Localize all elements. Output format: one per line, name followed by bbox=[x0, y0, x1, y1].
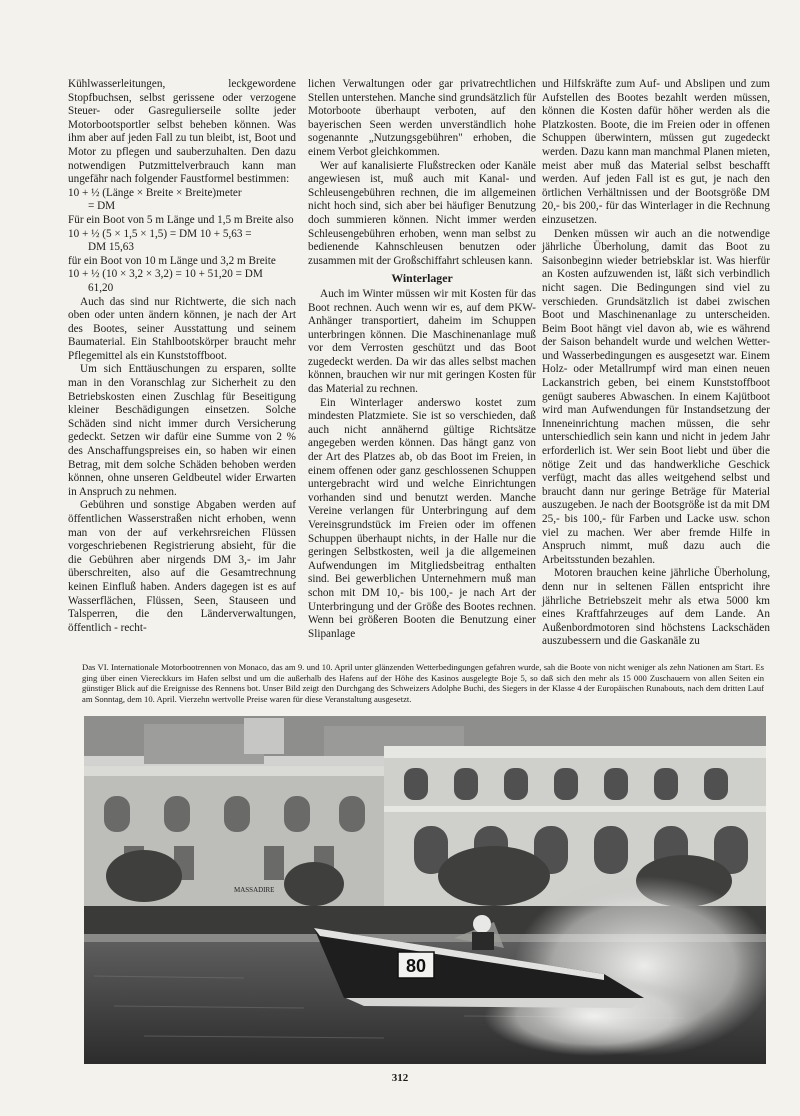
paragraph: für ein Boot von 10 m Länge und 3,2 m Breite bbox=[68, 254, 276, 267]
paragraph: Gebühren und sonstige Abgaben werden auf öffentlichen Wasserstraßen nicht erhoben, wenn man von der auf verkehrsreichen Flüssen vorgeschriebenen Registrierung absieht, für die die Gebühren aber nirgends DM 3,- im Jahr überschreiten, also auf die Gesamtrechnung keinen Einfluß haben. Anders dagegen ist es auf Wasserflächen, Flüssen, Seen, Stauseen und Talsperren, die den Länderverwaltungen, öffentlich - recht- bbox=[68, 499, 296, 634]
paragraph: und Hilfskräfte zum Auf- und Abslipen und zum Aufstellen des Bootes bezahlt werden müssen, können die Kosten dafür höher werden als die Platzkosten. Boote, die im Freien oder in offenen Schuppen überwintern, müssen gut zugedeckt werden. Dazu kann man manchmal Planen mieten, meist aber muß das Material selbst beschafft werden. Auf jeden Fall ist es gut, je nach den örtlichen Verhältnissen und der Bootsgröße DM 20,- bis 200,- für das Winterlager in die Rechnung einzusetzen. bbox=[542, 78, 770, 226]
page-number: 312 bbox=[391, 1072, 409, 1084]
text-column-3 bbox=[542, 78, 770, 649]
text-column-2 bbox=[308, 78, 536, 641]
boat-number: 80 bbox=[405, 956, 427, 976]
section-heading: Winterlager bbox=[391, 271, 453, 286]
text-column-1 bbox=[68, 78, 296, 635]
photo-caption: Das VI. Internationale Motorbootrennen von Monaco, das am 9. und 10. April unter glänzenden Wetterbedingungen gefahren wurde, sah die Boote von nicht weniger als zehn Nationen am Start. Es ging über einen Viereckkurs im Hafen selbst und um die außerhalb des Hafens auf der Höhe des Kasinos ausgelegte Boje 5, so daß sich den mehr als 15 000 Zuschauern von allen Seiten ein günstiger Blick auf die Ereignisse des Rennens bot. Unser Bild zeigt den Durchgang des Schweizers Adolphe Buchi, des Siegers in der Klasse 4 der Europäischen Runabouts, nach dem dritten Lauf am Sonntag, dem 10. April. Vierzehn wertvolle Preise waren für diese Veranstaltung ausgesetzt. bbox=[82, 662, 764, 704]
formula-line: 10 + ½ (Länge × Breite × Breite)meter bbox=[68, 186, 242, 199]
paragraph: Um sich Enttäuschungen zu ersparen, sollte man in den Voranschlag zur Sicherheit zu den Betriebskosten einen Zuschlag für Beseitigung kleiner Beschädigungen einsetzen. Solche Schäden sind nicht immer durch Versicherung gedeckt. Setzen wir dafür eine Summe von 2 % des Anschaffungspreises ein, so haben wir einen Betrag, mit dem solche Schäden behoben werden können, ohne unseren Geldbeutel wider Erwarten in Anspruch zu nehmen. bbox=[68, 363, 296, 498]
paragraph: Auch im Winter müssen wir mit Kosten für das Boot rechnen. Auch wenn wir es, auf dem PKW-Anhänger transportiert, daheim im Schuppen unterbringen können. Die Maschinenanlage muß vor dem Verrosten geschützt und das Boot zugedeckt werden. Da wir das alles selbst machen können, brauchen wir nur mit geringen Kosten für das Material zu rechnen. bbox=[308, 287, 536, 396]
formula-line: DM 15,63 bbox=[88, 241, 134, 254]
paragraph: Auch das sind nur Richtwerte, die sich nach oben oder unten ändern können, je nach der Art des Bootes, seiner Ausstattung und seinem Baumaterial. Ein Stahlbootskörper braucht mehr Pflegemittel als ein Kunststoffboot. bbox=[68, 295, 296, 362]
race-photo bbox=[84, 716, 766, 1064]
paragraph: Wer auf kanalisierte Flußstrecken oder Kanäle angewiesen ist, muß auch mit Kanal- und Schleusengebühren rechnen, die im allgemeinen nicht hoch sind, sich aber bei häufiger Benutzung doch summieren können. Nicht immer werden Schleusengebühren erhoben, wenn man selbst zu bedienende Kahnschleusen benutzen oder zusammen mit der Großschiffahrt schleusen kann. bbox=[308, 159, 536, 267]
photo-illustration bbox=[84, 716, 766, 1064]
paragraph: Für ein Boot von 5 m Länge und 1,5 m Breite also bbox=[68, 213, 294, 226]
formula-line: 10 + ½ (10 × 3,2 × 3,2) = 10 + 51,20 = DM bbox=[68, 268, 263, 281]
formula-line: = DM bbox=[88, 200, 116, 213]
formula-line: 10 + ½ (5 × 1,5 × 1,5) = DM 10 + 5,63 = bbox=[68, 227, 252, 240]
paragraph: Ein Winterlager anderswo kostet zum mindesten Platzmiete. Sie ist so verschieden, daß auch nicht annähernd gültige Richtsätze angegeben werden können. Das hängt ganz von der Art des Platzes ab, ob das Boot im Freien, in einem offenen oder ganz geschlossenen Schuppen untergebracht wird und welche Einrichtungen vorhanden sind und benutzt werden. Manche Vereine verlangen für Unterbringung auf dem Vereinsgrundstück im Freien oder im offenen Schuppen überhaupt nichts, in der Halle nur die geringen Selbstkosten, weil ja die allgemeinen Aufwendungen im Mitgliedsbeitrag enthalten sind. Bei gewerblichen Unternehmern muß man schon mit DM 10,- bis 100,- je nach Art der Unterbringung und der Größe des Bootes rechnen. Wenn bei größeren Booten die Benutzung einer Slipanlage bbox=[308, 396, 536, 640]
paragraph: Kühlwasserleitungen, leckgewordene Stopfbuchsen, selbst gerissene oder verzogene Steuer- oder Gasregulierseile sollte jeder Motorbootsportler selbst beheben können. Was ihm aber auf jeden Fall zu tun bleibt, ist, Boot und Motor zu pflegen und sauberzuhalten. Den dazu notwendigen Putzmittelverbrauch kann man ungefähr nach folgender Faustformel bestimmen: bbox=[68, 78, 296, 186]
paragraph: Denken müssen wir auch an die notwendige jährliche Überholung, damit das Boot zu Saisonbeginn wieder betriebsklar ist. Was hierfür an Kosten aufzuwenden ist, läßt sich verbindlich nicht sagen. Die Bedingungen sind viel zu verschieden. Grundsätzlich ist dabei zwischen Boot und Maschinenanlage zu unterscheiden. Beim Boot hängt viel davon ab, wie es während der Saison behandelt wurde und welchen Wetter- und Wasserbedingungen es ausgesetzt war. Einem Holz- oder Metallrumpf wird man einen neuen Lackanstrich geben, bei einem Kunststoffboot genügt sauberes Abwaschen. In einem Kajütboot wird man Aufwendungen für Instandsetzung der Inneneinrichtung machen müssen, die sehr unterschiedlich sein kann und nicht in jedem Jahr erforderlich ist. Wer sein Boot liebt und über die nötige Zeit und das handwerkliche Geschick verfügt, macht das alles weitgehend selbst und braucht dann nur geringe Beträge für Material auszugeben. Je nach der Bootsgröße ist da mit DM 25,- bis 100,- für Farben und Lacke usw. schon viel zu machen. Wer aber fremde Hilfe in Anspruch nimmt, muß dazu auch die Arbeitsstunden bezahlen. bbox=[542, 227, 770, 566]
formula-line: 61,20 bbox=[88, 281, 114, 294]
paragraph: Motoren brauchen keine jährliche Überholung, denn nur in seltenen Fällen entspricht ihre jährliche Betriebszeit mehr als etwa 5000 km eines Kraftfahrzeuges auf dem Lande. An Außenbordmotoren sind höchstens Lackschäden auszubessern und die Gaskanäle zu bbox=[542, 567, 770, 648]
building-sign: MASSADIRE bbox=[234, 886, 275, 894]
paragraph: lichen Verwaltungen oder gar privatrechtlichen Stellen unterstehen. Manche sind grundsätzlich für Motorboote überhaupt verboten, auf den bayerischen Seen werden unverständlich hohe sogenannte „Nutzungsgebühren" erhoben, die einem Verbot gleichkommen. bbox=[308, 78, 536, 158]
